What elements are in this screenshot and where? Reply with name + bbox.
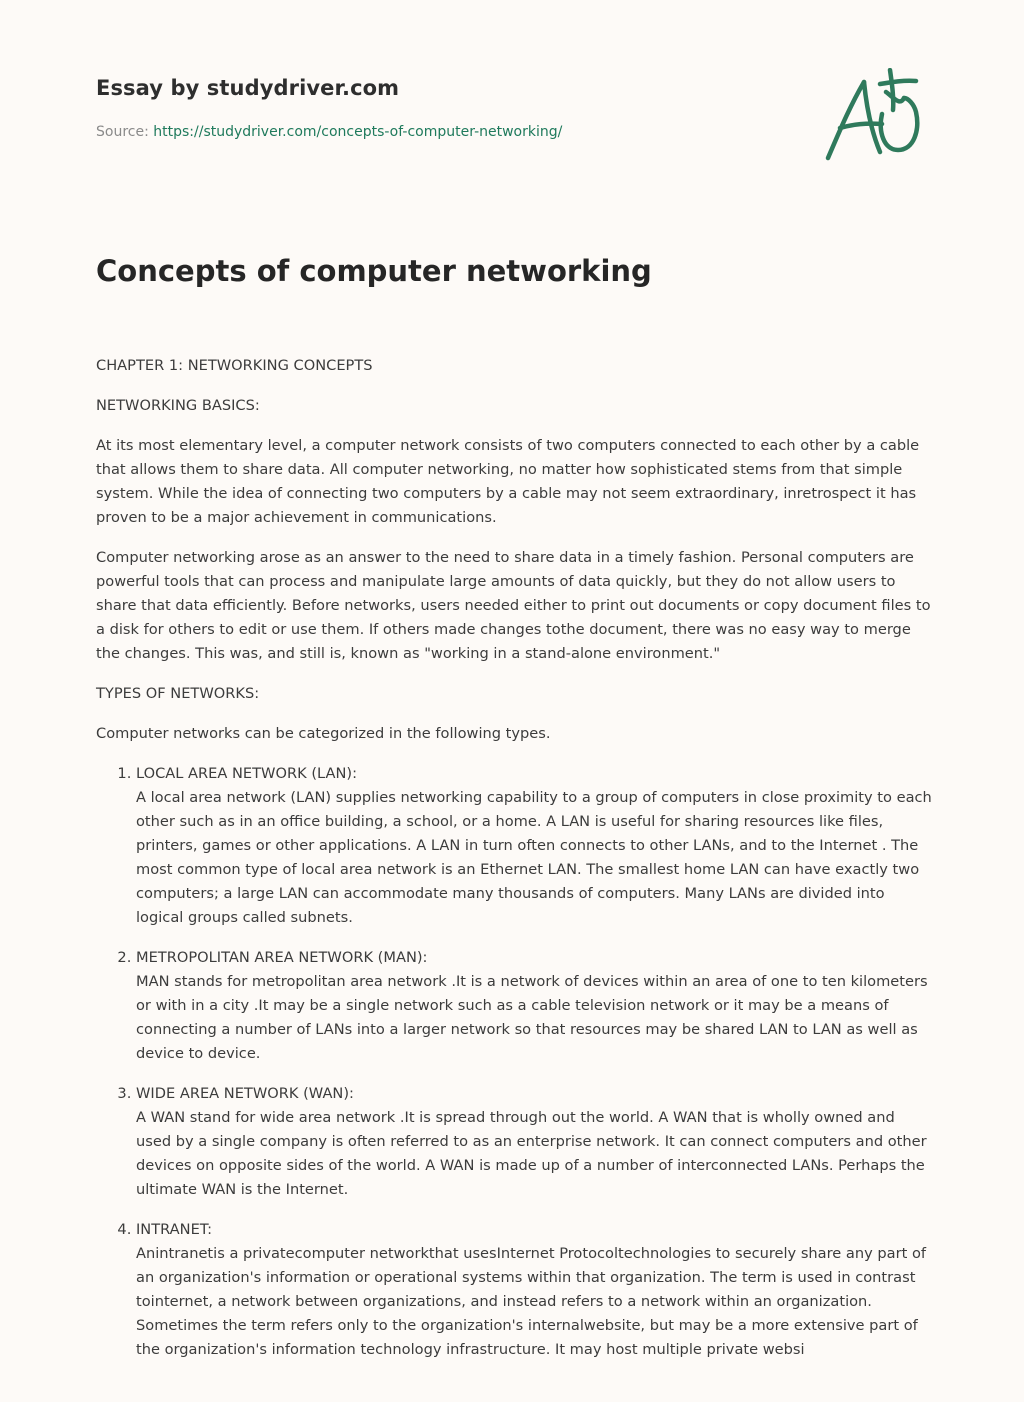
source-link[interactable]: https://studydriver.com/concepts-of-computer-networking/ bbox=[153, 124, 563, 140]
document-body bbox=[96, 354, 932, 1378]
paragraph: Computer networking arose as an answer to the need to share data in a timely fashion. Personal computers are powerful tools that can process and manipulate large amounts of data quickly, but they do not allow users to share that data efficiently. Before networks, users needed either to print out documents or copy document files to a disk for others to edit or use them. If others made changes tothe document, there was no easy way to merge the changes. This was, and still is, known as "working in a stand-alone environment." bbox=[96, 549, 931, 662]
source-label: Source: bbox=[96, 124, 154, 140]
list-item-body: A local area network (LAN) supplies networking capability to a group of computers in close proximity to each other such as in an office building, a school, or a home. A LAN is useful for sharing resources like files, printers, games or other applications. A LAN in turn often connects to other LANs, and to the Internet . The most common type of local area network is an Ethernet LAN. The smallest home LAN can have exactly two computers; a large LAN can accommodate many thousands of computers. Many LANs are divided into logical groups called subnets. bbox=[136, 789, 932, 926]
list-item bbox=[136, 762, 932, 930]
list-item bbox=[136, 1082, 932, 1202]
list-item-title: 2. METROPOLITAN AREA NETWORK (MAN): bbox=[136, 949, 428, 966]
list-item-body: MAN stands for metropolitan area network .It is a network of devices within an area of one to ten kilometers or with in a city .It may be a single network such as a cable television network or it may be a means of connecting a number of LANs into a larger network so that resources may be shared LAN to LAN as well as device to device. bbox=[136, 973, 928, 1062]
list-item-title: 1. LOCAL AREA NETWORK (LAN): bbox=[136, 765, 357, 782]
document-title: Concepts of computer networking bbox=[96, 254, 652, 288]
list-item-title: 4. INTRANET: bbox=[136, 1221, 213, 1238]
list-item-title: 3. WIDE AREA NETWORK (WAN): bbox=[136, 1085, 354, 1102]
source-line bbox=[96, 124, 562, 140]
list-item bbox=[136, 946, 932, 1066]
site-brand: Essay by studydriver.com bbox=[96, 76, 400, 100]
chapter-heading: CHAPTER 1: NETWORKING CONCEPTS bbox=[96, 357, 373, 374]
list-item-body: Anintranetis a privatecomputer networkthat usesInternet Protocoltechnologies to securely share any part of an organization's information or operational systems within that organization. The term is used in contrast tointernet, a network between organizations, and instead refers to a network within an organization. Sometimes the term refers only to the organization's internalwebsite, but may be a more extensive part of the organization's information technology infrastructure. It may host multiple private websi bbox=[136, 1245, 927, 1358]
paragraph: At its most elementary level, a computer network consists of two computers connected to each other by a cable that allows them to share data. All computer networking, no matter how sophisticated stems from that simple system. While the idea of connecting two computers by a cable may not seem extraordinary, inretrospect it has proven to be a major achievement in communications. bbox=[96, 437, 920, 526]
network-types-list bbox=[96, 762, 932, 1362]
list-item-body: A WAN stand for wide area network .It is spread through out the world. A WAN that is wholly owned and used by a single company is often referred to as an enterprise network. It can connect computers and other devices on opposite sides of the world. A WAN is made up of a number of interconnected LANs. Perhaps the ultimate WAN is the Internet. bbox=[136, 1109, 927, 1198]
list-item bbox=[136, 1218, 932, 1362]
paragraph: Computer networks can be categorized in the following types. bbox=[96, 725, 551, 742]
a-plus-logo-icon bbox=[820, 68, 930, 168]
section-heading-types: TYPES OF NETWORKS: bbox=[96, 685, 260, 702]
section-heading-basics: NETWORKING BASICS: bbox=[96, 397, 260, 414]
